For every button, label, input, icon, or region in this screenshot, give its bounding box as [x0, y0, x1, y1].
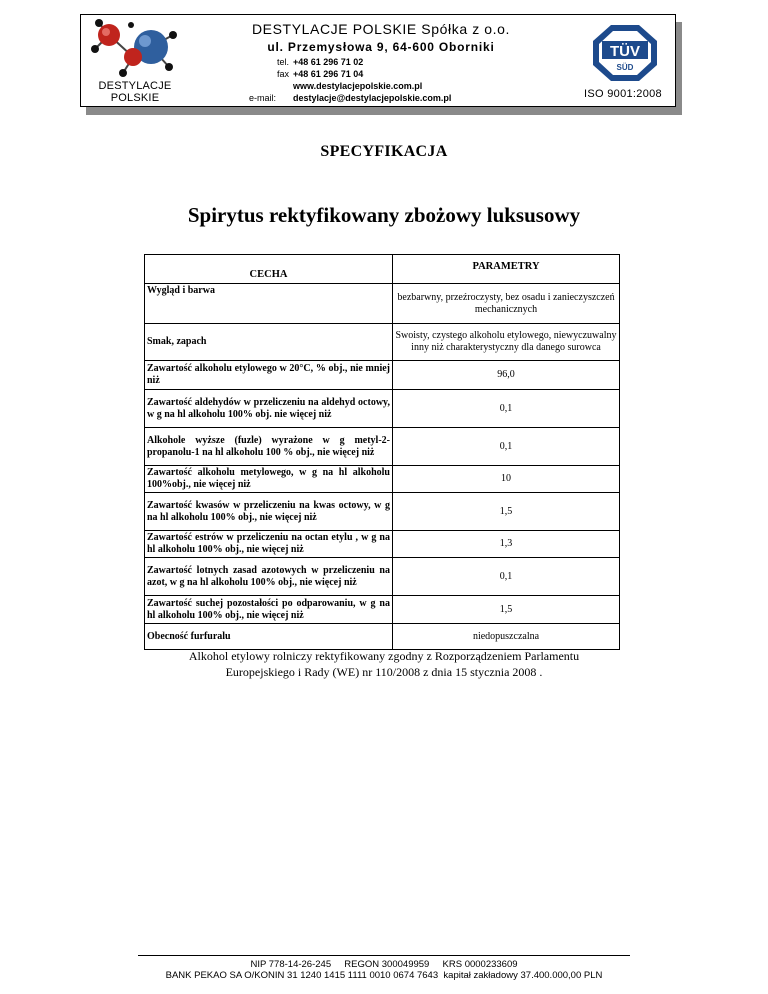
value-cell: 1,5 — [393, 596, 620, 624]
tuv-main-text: TÜV — [610, 43, 640, 60]
iso-certificate: ISO 9001:2008 — [584, 88, 662, 100]
table-row — [145, 390, 620, 428]
value-cell: 96,0 — [393, 361, 620, 390]
tel-value: +48 61 296 71 02 — [293, 57, 364, 67]
company-name: DESTYLACJE POLSKIE Spółka z o.o. — [251, 21, 511, 37]
table-row — [145, 284, 620, 324]
feature-cell: Zawartość estrów w przeliczeniu na octan etylu , w g na hl alkoholu 100% obj., nie więcej niż — [145, 531, 393, 558]
table-row — [145, 531, 620, 558]
document-heading: SPECYFIKACJA — [320, 143, 448, 160]
fax-value: +48 61 296 71 04 — [293, 69, 364, 79]
value-cell: 1,5 — [393, 493, 620, 531]
footer-bank: BANK PEKAO SA O/KONIN 31 1240 1415 1111 0010 0674 7643 kapitał zakładowy 37.400.000,00 PLN — [165, 970, 603, 981]
feature-cell: Zawartość suchej pozostałości po odparowaniu, w g na hl alkoholu 100% obj., nie więcej niż — [145, 596, 393, 624]
tuv-sub-text: SÜD — [616, 63, 634, 72]
table-row — [145, 428, 620, 466]
tuv-octagon-icon — [589, 23, 661, 83]
header-feature: CECHA — [145, 255, 393, 284]
value-cell: Swoisty, czystego alkoholu etylowego, niewyczuwalny inny niż charakterystyczny dla danego surowca — [393, 324, 620, 361]
product-title: Spirytus rektyfikowany zbożowy luksusowy — [187, 203, 581, 227]
table-row — [145, 624, 620, 650]
fax-label: fax — [276, 69, 289, 79]
value-cell: 0,1 — [393, 390, 620, 428]
fax-row — [267, 69, 363, 80]
value-cell: niedopuszczalna — [393, 624, 620, 650]
value-cell: bezbarwny, przeźroczysty, bez osadu i zanieczyszczeń mechanicznych — [393, 284, 620, 324]
table-row — [145, 361, 620, 390]
table-row — [145, 596, 620, 624]
feature-cell: Zawartość alkoholu etylowego w 20°C, % obj., nie mniej niż — [145, 361, 393, 390]
email-label: e-mail: — [249, 93, 277, 103]
table-row — [145, 324, 620, 361]
feature-cell: Wygląd i barwa — [145, 284, 393, 324]
letterhead — [80, 14, 676, 107]
specification-table — [144, 254, 620, 650]
feature-cell: Zawartość kwasów w przeliczeniu na kwas octowy, w g na hl alkoholu 100% obj., nie więcej niż — [145, 493, 393, 531]
tel-row — [267, 57, 363, 68]
email-link[interactable]: destylacje@destylacjepolskie.com.pl — [293, 93, 452, 103]
footer-registration: NIP 778-14-26-245 REGON 300049959 KRS 0000233609 — [250, 959, 518, 970]
feature-cell: Alkohole wyższe (fuzle) wyrażone w g metyl-2-propanolu-1 na hl alkoholu 100 % obj., nie więcej niż — [145, 428, 393, 466]
value-cell: 1,3 — [393, 531, 620, 558]
value-cell: 0,1 — [393, 558, 620, 596]
logo-text-line1: DESTYLACJE — [98, 80, 172, 92]
table-row — [145, 493, 620, 531]
company-address: ul. Przemysłowa 9, 64-600 Oborniki — [267, 40, 495, 54]
value-cell: 10 — [393, 466, 620, 493]
table-row — [145, 466, 620, 493]
company-logo — [85, 17, 185, 105]
feature-cell: Smak, zapach — [145, 324, 393, 361]
table-header-row — [145, 255, 620, 284]
website-link[interactable]: www.destylacjepolskie.com.pl — [293, 81, 423, 91]
tel-label: tel. — [276, 57, 289, 67]
footer-divider — [138, 955, 630, 956]
header-parameters: PARAMETRY — [393, 255, 620, 284]
feature-cell: Zawartość alkoholu metylowego, w g na hl alkoholu 100%obj., nie więcej niż — [145, 466, 393, 493]
regulation-note: Alkohol etylowy rolniczy rektyfikowany zgodny z Rozporządzeniem Parlamentu Europejskiego i Rady (WE) nr 110/2008 z dnia 15 stycznia 2008 . — [188, 649, 580, 679]
logo-text-line2: POLSKIE — [110, 92, 160, 104]
tuv-certification-badge — [589, 23, 661, 83]
value-cell: 0,1 — [393, 428, 620, 466]
feature-cell: Zawartość aldehydów w przeliczeniu na aldehyd octowy, w g na hl alkoholu 100% obj. nie więcej niż — [145, 390, 393, 428]
feature-cell: Obecność furfuralu — [145, 624, 393, 650]
molecule-icon — [89, 17, 181, 81]
table-row — [145, 558, 620, 596]
feature-cell: Zawartość lotnych zasad azotowych w przeliczeniu na azot, w g na hl alkoholu 100% obj., nie więcej niż — [145, 558, 393, 596]
